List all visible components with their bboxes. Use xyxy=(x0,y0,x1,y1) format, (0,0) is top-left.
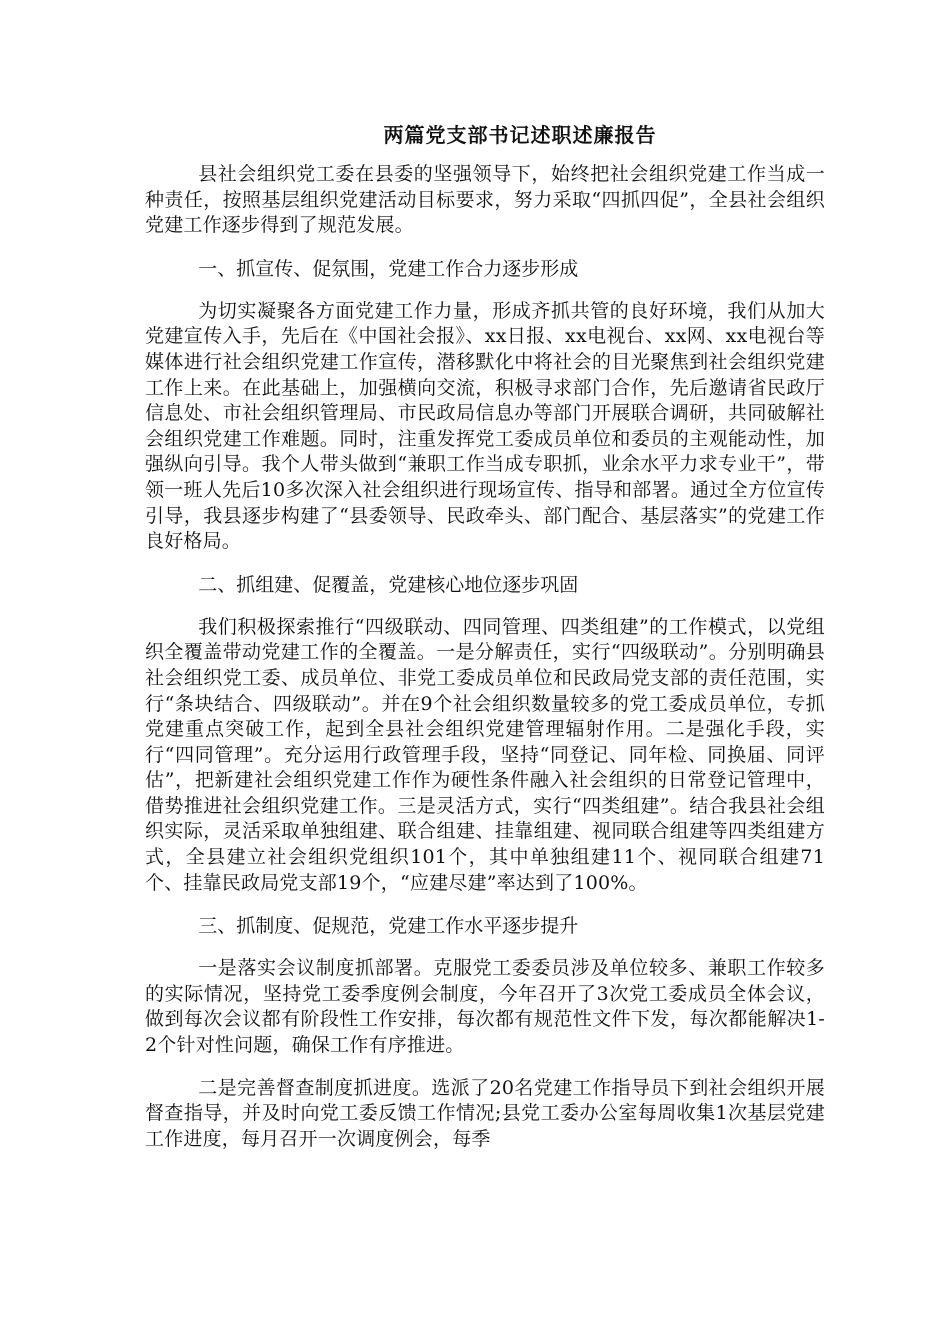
intro-paragraph: 县社会组织党工委在县委的坚强领导下，始终把社会组织党建工作当成一种责任，按照基层组织党建活动目标要求，努力采取“四抓四促”，全县社会组织党建工作逐步得到了规范发展。 xyxy=(145,163,825,237)
section-2-heading: 二、抓组建、促覆盖，党建核心地位逐步巩固 xyxy=(198,573,579,596)
section-2-paragraph: 我们积极探索推行“四级联动、四同管理、四类组建”的工作模式，以党组织全覆盖带动党建工作的全覆盖。一是分解责任，实行“四级联动”。分别明确县社会组织党工委、成员单位、非党工委成员单位和民政局党支部的责任范围，实行“条块结合、四级联动”。并在9个社会组织数量较多的党工委成员单位，专抓党建重点突破工作，起到全县社会组织党建管理辐射作用。二是强化手段，实行“四同管理”。充分运用行政管理手段，坚持“同登记、同年检、同换届、同评估”，把新建社会组织党建工作作为硬性条件融入社会组织的日常登记管理中，借势推进社会组织党建工作。三是灵活方式，实行“四类组建”。结合我县社会组织实际，灵活采取单独组建、联合组建、挂靠组建、视同联合组建等四类组建方式，全县建立社会组织党组织101个，其中单独组建11个、视同联合组建71个、挂靠民政局党支部19个，“应建尽建”率达到了100%。 xyxy=(145,615,825,894)
section-3-heading: 三、抓制度、促规范，党建工作水平逐步提升 xyxy=(198,915,579,938)
section-1-paragraph: 为切实凝聚各方面党建工作力量，形成齐抓共管的良好环境，我们从加大党建宣传入手，先后在《中国社会报》、xx日报、xx电视台、xx网、xx电视台等媒体进行社会组织党建工作宣传，潜移默化中将社会的目光聚焦到社会组织党建工作上来。在此基础上，加强横向交流，积极寻求部门合作，先后邀请省民政厅信息处、市社会组织管理局、市民政局信息办等部门开展联合调研，共同破解社会组织党建工作难题。同时，注重发挥党工委成员单位和委员的主观能动性，加强纵向引导。我个人带头做到“兼职工作当成专职抓，业余水平力求专业干”，带领一班人先后10多次深入社会组织进行现场宣传、指导和部署。通过全方位宣传引导，我县逐步构建了“县委领导、民政牵头、部门配合、基层落实”的党建工作良好格局。 xyxy=(145,299,825,553)
document-title: 两篇党支部书记述职述廉报告 xyxy=(383,123,657,147)
section-3-paragraph-1: 一是落实会议制度抓部署。克服党工委委员涉及单位较多、兼职工作较多的实际情况，坚持党工委季度例会制度，今年召开了3次党工委成员全体会议，做到每次会议都有阶段性工作安排，每次都有规范性文件下发，每次都能解决1-2个针对性问题，确保工作有序推进。 xyxy=(145,957,825,1057)
section-3-paragraph-2: 二是完善督查制度抓进度。选派了20名党建工作指导员下到社会组织开展督查指导，并及时向党工委反馈工作情况;县党工委办公室每周收集1次基层党建工作进度，每月召开一次调度例会，每季 xyxy=(145,1076,825,1150)
section-1-heading: 一、抓宣传、促氛围，党建工作合力逐步形成 xyxy=(198,257,579,280)
document-content xyxy=(145,118,825,1169)
